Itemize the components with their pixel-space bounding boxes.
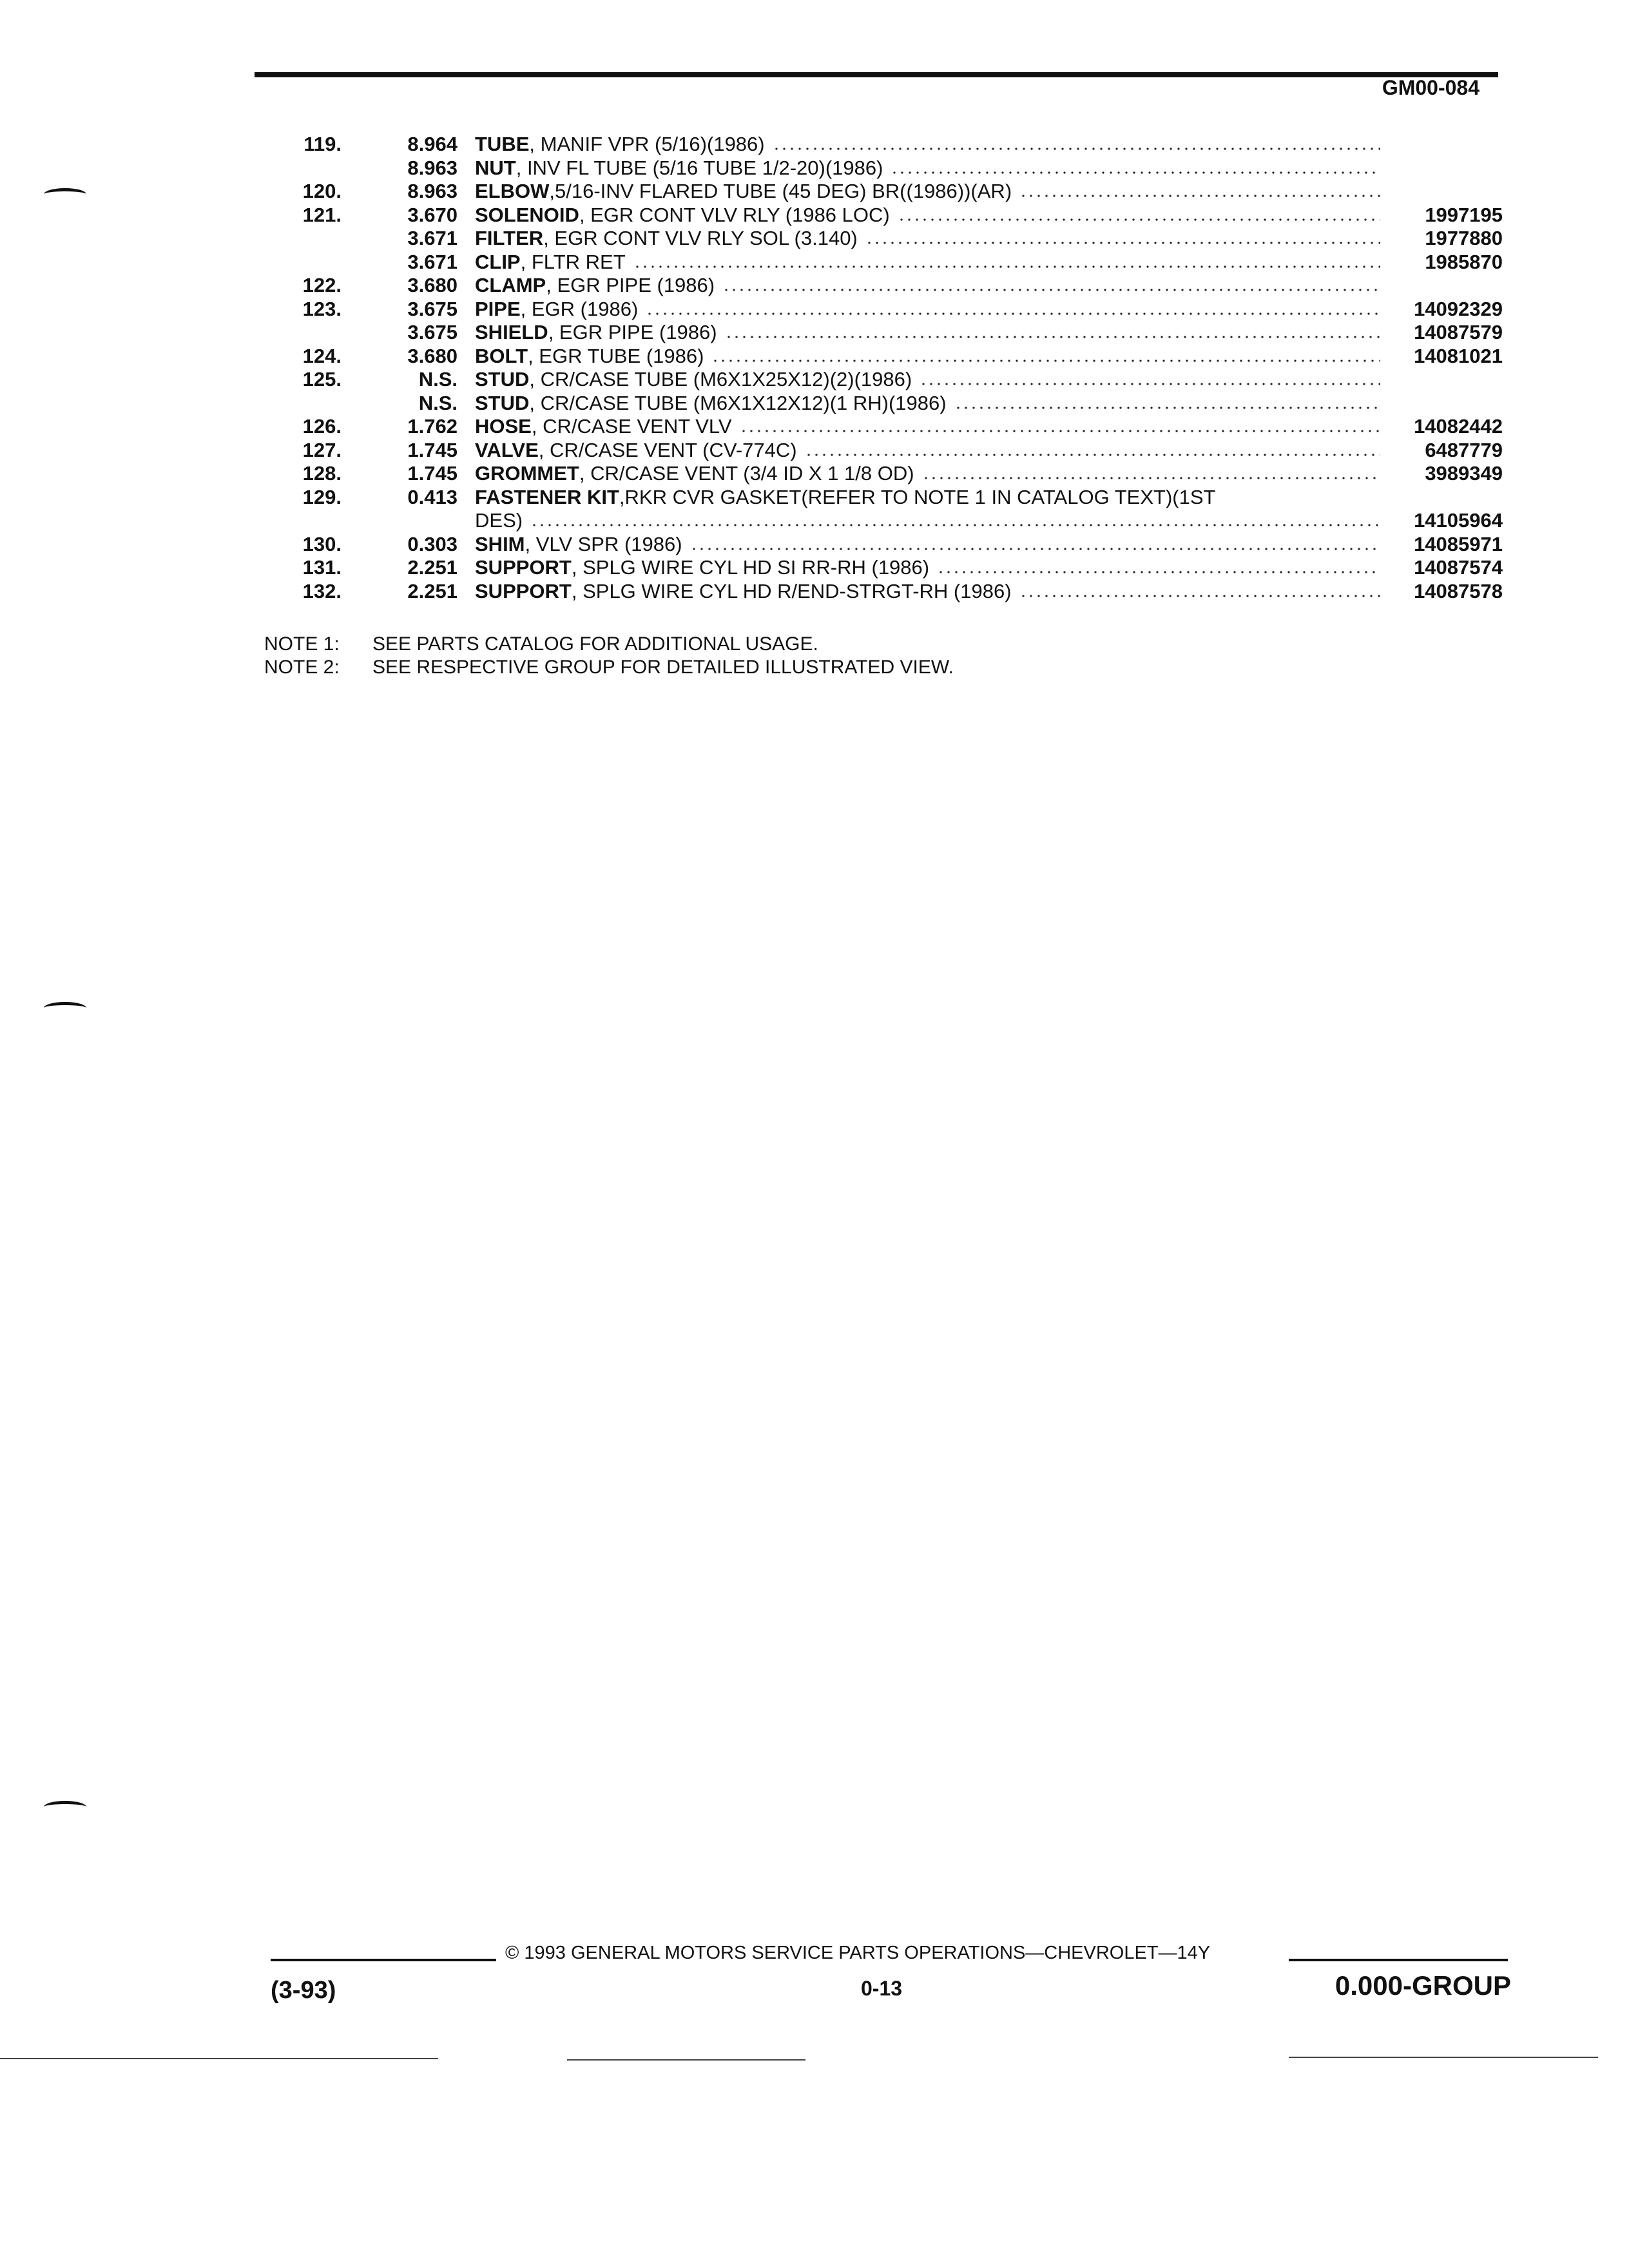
quantity: 0.303 bbox=[407, 532, 458, 555]
table-row bbox=[271, 556, 1508, 580]
description bbox=[475, 298, 1380, 322]
dot-leader bbox=[954, 407, 1380, 409]
table-row bbox=[271, 204, 1508, 227]
dot-leader bbox=[1019, 595, 1380, 597]
table-row bbox=[271, 486, 1508, 510]
item-number: 124. bbox=[302, 344, 342, 367]
description bbox=[475, 462, 1380, 486]
description bbox=[475, 533, 1380, 557]
part-modifier: DES) bbox=[475, 509, 523, 532]
table-row bbox=[271, 321, 1508, 345]
part-noun: VALVE bbox=[475, 438, 539, 461]
item-number: 126. bbox=[302, 415, 342, 437]
dot-leader bbox=[725, 336, 1380, 338]
description bbox=[475, 486, 1380, 510]
item-number: 130. bbox=[302, 532, 342, 555]
part-noun: STUD bbox=[475, 391, 530, 414]
part-noun: SHIELD bbox=[475, 321, 548, 343]
group-label: 0.000-GROUP bbox=[1335, 1970, 1511, 2001]
part-noun: PIPE bbox=[475, 297, 521, 320]
dot-leader bbox=[865, 242, 1380, 244]
part-noun: SOLENOID bbox=[475, 203, 579, 226]
item-number: 119. bbox=[304, 133, 342, 155]
part-noun: CLIP bbox=[475, 250, 521, 273]
dot-leader bbox=[891, 171, 1380, 174]
page-number: 0-13 bbox=[861, 1977, 903, 2000]
item-number: 128. bbox=[302, 462, 342, 485]
part-number: 1985870 bbox=[1425, 250, 1503, 273]
part-number: 6487779 bbox=[1425, 438, 1503, 461]
description bbox=[475, 321, 1380, 345]
part-number: 14085971 bbox=[1414, 532, 1503, 555]
footer-rule-right bbox=[1289, 1959, 1508, 1961]
description bbox=[475, 368, 1380, 392]
quantity: 1.745 bbox=[407, 462, 458, 485]
dot-leader bbox=[922, 477, 1380, 479]
part-modifier: , CR/CASE VENT (CV-774C) bbox=[538, 438, 797, 461]
quantity: 3.671 bbox=[407, 250, 458, 273]
scan-line bbox=[567, 2059, 805, 2061]
quantity: 3.670 bbox=[407, 203, 458, 226]
item-number: 131. bbox=[302, 556, 342, 579]
description bbox=[475, 345, 1380, 369]
part-noun: SUPPORT bbox=[475, 579, 572, 602]
quantity: N.S. bbox=[418, 391, 458, 414]
part-number: 14092329 bbox=[1414, 297, 1503, 320]
part-number: 14087574 bbox=[1414, 556, 1503, 579]
dot-leader bbox=[633, 265, 1380, 268]
part-modifier: , EGR CONT VLV RLY (1986 LOC) bbox=[579, 203, 890, 226]
footer-rule-left bbox=[271, 1959, 496, 1961]
quantity: 8.964 bbox=[407, 133, 458, 155]
table-row bbox=[271, 133, 1508, 157]
part-number: 3989349 bbox=[1425, 462, 1503, 485]
table-row bbox=[271, 509, 1508, 533]
description bbox=[475, 509, 1380, 533]
table-row bbox=[271, 580, 1508, 604]
note-text: SEE RESPECTIVE GROUP FOR DETAILED ILLUSTRATED VIEW. bbox=[372, 657, 954, 678]
description bbox=[475, 157, 1380, 180]
item-number: 132. bbox=[302, 579, 342, 602]
quantity: 3.671 bbox=[407, 227, 458, 249]
part-modifier: , FLTR RET bbox=[520, 250, 626, 273]
description bbox=[475, 251, 1380, 274]
quantity: 1.745 bbox=[407, 438, 458, 461]
part-modifier: , VLV SPR (1986) bbox=[525, 532, 682, 555]
document-code: GM00-084 bbox=[1382, 76, 1480, 99]
item-number: 129. bbox=[302, 485, 342, 508]
margin-mark bbox=[44, 188, 86, 200]
part-number: 1977880 bbox=[1425, 227, 1503, 249]
part-modifier: , EGR PIPE (1986) bbox=[548, 321, 717, 343]
part-modifier: , INV FL TUBE (5/16 TUBE 1/2-20)(1986) bbox=[516, 156, 883, 179]
dot-leader bbox=[711, 360, 1380, 362]
description bbox=[475, 556, 1380, 580]
description bbox=[475, 274, 1380, 298]
item-number: 123. bbox=[302, 297, 342, 320]
table-row bbox=[271, 345, 1508, 369]
part-number: 14082442 bbox=[1414, 415, 1503, 437]
part-noun: BOLT bbox=[475, 344, 528, 367]
part-modifier: , CR/CASE TUBE (M6X1X12X12)(1 RH)(1986) bbox=[529, 391, 947, 414]
part-noun: NUT bbox=[475, 156, 516, 179]
quantity: 2.251 bbox=[407, 579, 458, 602]
quantity: 8.963 bbox=[407, 156, 458, 179]
quantity: 0.413 bbox=[407, 485, 458, 508]
margin-mark bbox=[44, 1002, 86, 1014]
part-noun: ELBOW bbox=[475, 180, 550, 202]
part-number: 14087579 bbox=[1414, 321, 1503, 343]
dot-leader bbox=[1019, 195, 1380, 197]
table-row bbox=[271, 180, 1508, 204]
part-noun: TUBE bbox=[475, 133, 530, 155]
part-modifier: , CR/CASE TUBE (M6X1X25X12)(2)(1986) bbox=[529, 368, 912, 390]
dot-leader bbox=[805, 454, 1380, 456]
part-modifier: , SPLG WIRE CYL HD R/END-STRGT-RH (1986) bbox=[571, 579, 1012, 602]
part-modifier: ,RKR CVR GASKET(REFER TO NOTE 1 IN CATALOG TEXT)(1ST bbox=[619, 485, 1216, 508]
part-noun: SUPPORT bbox=[475, 556, 572, 579]
part-number: 14087578 bbox=[1414, 579, 1503, 602]
description bbox=[475, 180, 1380, 204]
description bbox=[475, 133, 1380, 157]
note-line bbox=[264, 656, 954, 679]
table-row bbox=[271, 298, 1508, 322]
table-row bbox=[271, 227, 1508, 251]
table-row bbox=[271, 462, 1508, 486]
quantity: N.S. bbox=[418, 368, 458, 390]
footer-date: (3-93) bbox=[271, 1977, 336, 2004]
notes bbox=[264, 633, 954, 679]
dot-leader bbox=[646, 312, 1380, 315]
part-modifier: , EGR PIPE (1986) bbox=[546, 274, 715, 296]
description bbox=[475, 204, 1380, 227]
part-modifier: , MANIF VPR (5/16)(1986) bbox=[529, 133, 765, 155]
quantity: 1.762 bbox=[407, 415, 458, 437]
part-noun: GROMMET bbox=[475, 462, 579, 485]
quantity: 3.675 bbox=[407, 297, 458, 320]
dot-leader bbox=[898, 218, 1380, 221]
quantity: 2.251 bbox=[407, 556, 458, 579]
description bbox=[475, 580, 1380, 604]
top-rule bbox=[255, 72, 1498, 77]
part-modifier: , EGR (1986) bbox=[520, 297, 639, 320]
part-modifier: , EGR CONT VLV RLY SOL (3.140) bbox=[543, 227, 858, 249]
dot-leader bbox=[920, 383, 1380, 385]
part-modifier: , CR/CASE VENT (3/4 ID X 1 1/8 OD) bbox=[579, 462, 914, 485]
part-number: 14081021 bbox=[1414, 344, 1503, 367]
margin-mark bbox=[44, 1801, 86, 1813]
dot-leader bbox=[740, 430, 1380, 432]
note-label: NOTE 2: bbox=[264, 657, 340, 678]
description bbox=[475, 415, 1380, 439]
item-number: 121. bbox=[302, 203, 342, 226]
item-number: 120. bbox=[302, 180, 342, 202]
dot-leader bbox=[937, 571, 1380, 573]
item-number: 127. bbox=[302, 438, 342, 461]
quantity: 8.963 bbox=[407, 180, 458, 202]
part-number: 14105964 bbox=[1414, 509, 1503, 532]
part-noun: HOSE bbox=[475, 415, 532, 437]
note-text: SEE PARTS CATALOG FOR ADDITIONAL USAGE. bbox=[372, 633, 818, 655]
table-row bbox=[271, 415, 1508, 439]
dot-leader bbox=[530, 524, 1380, 526]
scan-line bbox=[0, 2058, 438, 2059]
part-noun: FASTENER KIT bbox=[475, 485, 619, 508]
item-number: 122. bbox=[302, 274, 342, 296]
quantity: 3.680 bbox=[407, 344, 458, 367]
table-row bbox=[271, 274, 1508, 298]
copyright-line: © 1993 GENERAL MOTORS SERVICE PARTS OPERATIONS—CHEVROLET—14Y bbox=[505, 1943, 1211, 1963]
scan-line bbox=[1289, 2057, 1598, 2058]
part-modifier: ,5/16-INV FLARED TUBE (45 DEG) BR((1986))(AR) bbox=[549, 180, 1012, 202]
dot-leader bbox=[690, 548, 1380, 550]
part-noun: CLAMP bbox=[475, 274, 546, 296]
part-modifier: , SPLG WIRE CYL HD SI RR-RH (1986) bbox=[571, 556, 930, 579]
note-label: NOTE 1: bbox=[264, 633, 340, 655]
part-noun: SHIM bbox=[475, 532, 525, 555]
table-row bbox=[271, 368, 1508, 392]
item-number: 125. bbox=[302, 368, 342, 390]
parts-list bbox=[271, 133, 1508, 603]
description bbox=[475, 392, 1380, 416]
dot-leader bbox=[773, 148, 1380, 150]
part-modifier: , CR/CASE VENT VLV bbox=[531, 415, 732, 437]
dot-leader bbox=[722, 289, 1380, 291]
description bbox=[475, 439, 1380, 463]
table-row bbox=[271, 392, 1508, 416]
table-row bbox=[271, 157, 1508, 180]
part-noun: STUD bbox=[475, 368, 530, 390]
quantity: 3.675 bbox=[407, 321, 458, 343]
note-line bbox=[264, 633, 954, 656]
description bbox=[475, 227, 1380, 251]
part-noun: FILTER bbox=[475, 227, 544, 249]
table-row bbox=[271, 439, 1508, 463]
part-number: 1997195 bbox=[1425, 203, 1503, 226]
table-row bbox=[271, 251, 1508, 274]
table-row bbox=[271, 533, 1508, 557]
part-modifier: , EGR TUBE (1986) bbox=[528, 344, 704, 367]
quantity: 3.680 bbox=[407, 274, 458, 296]
